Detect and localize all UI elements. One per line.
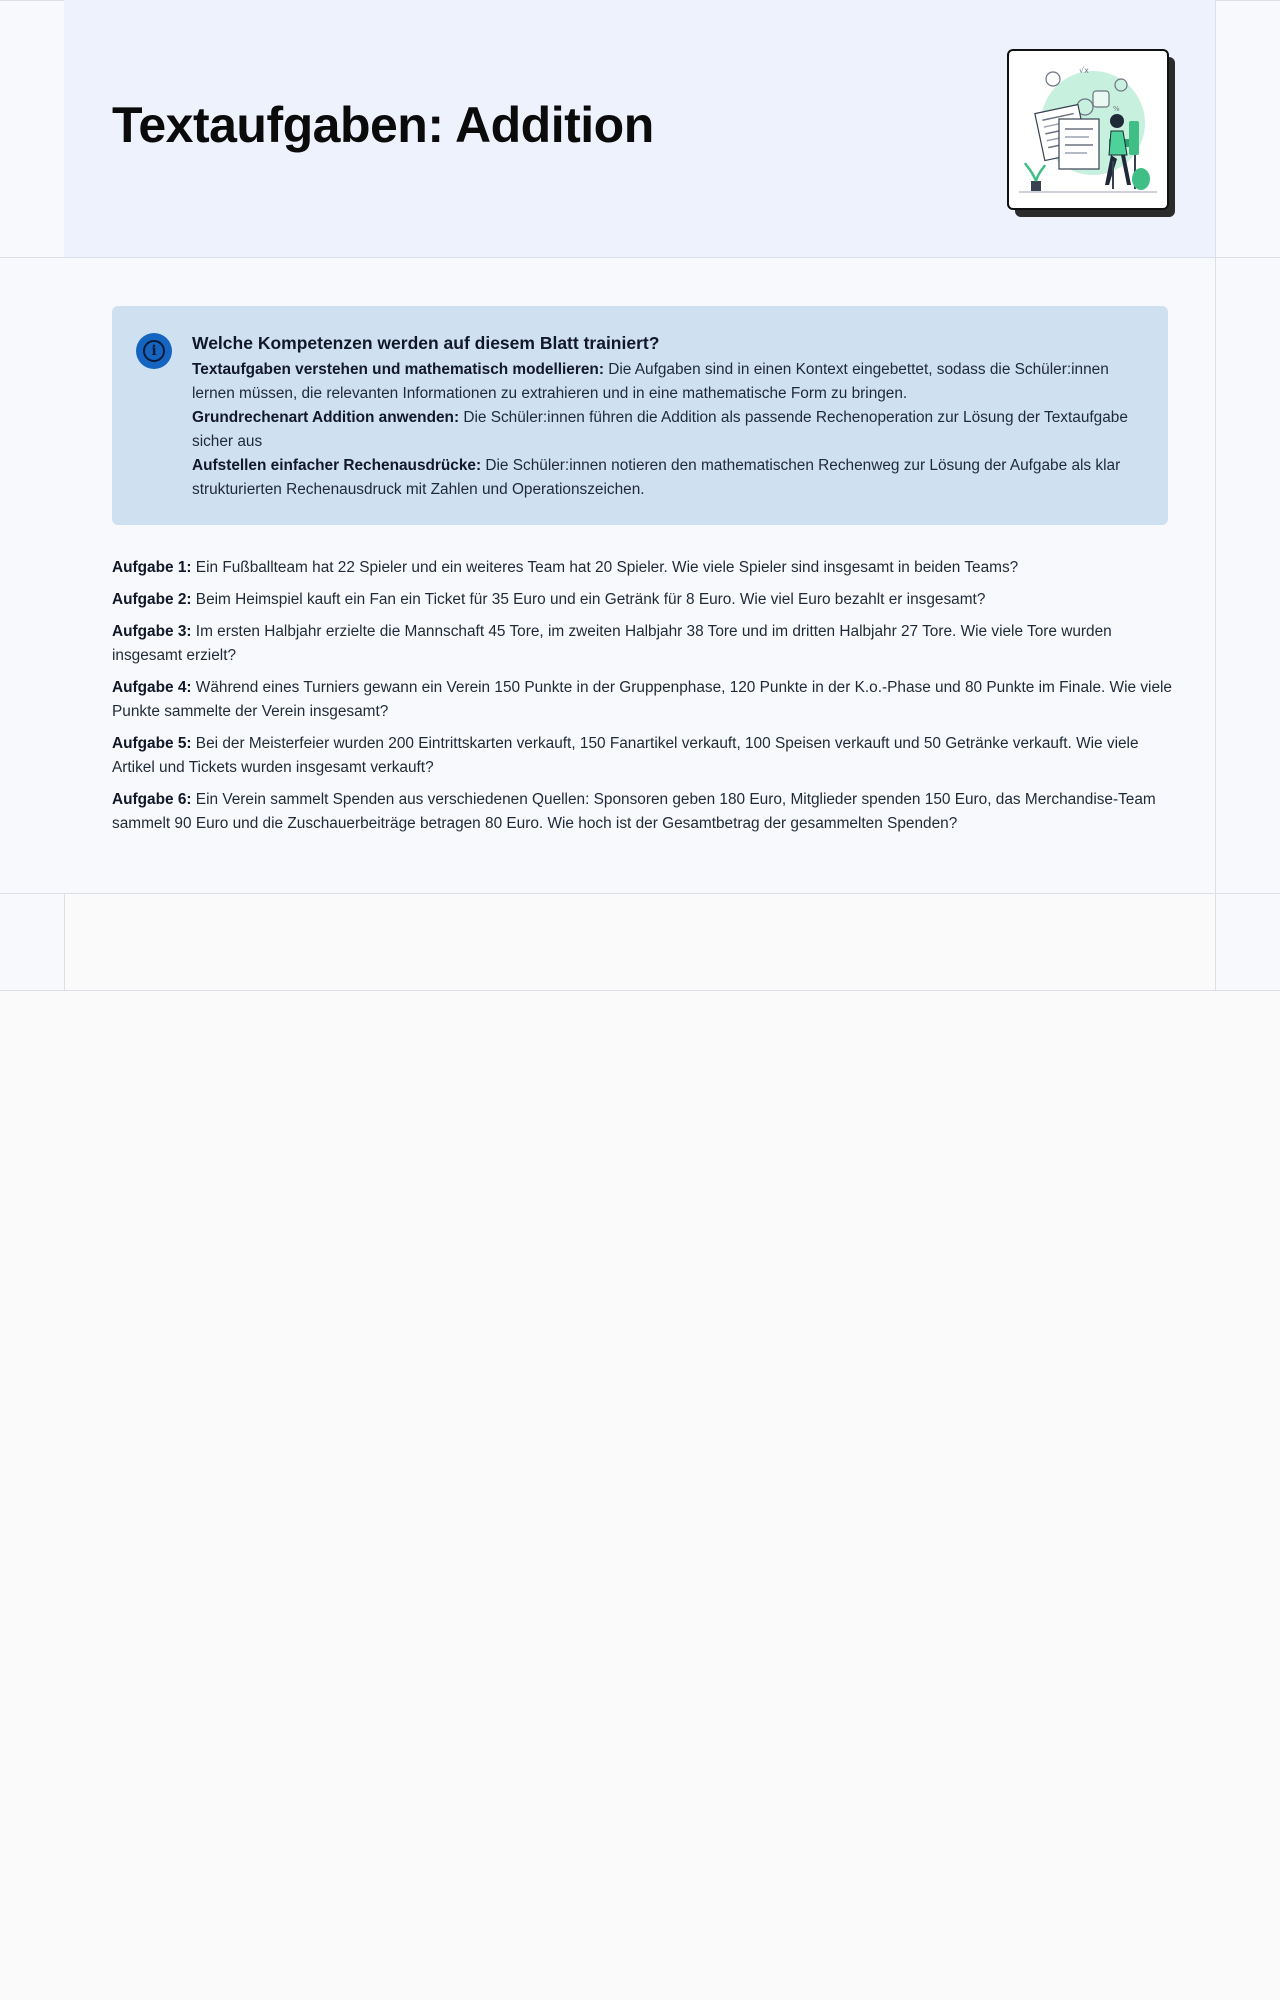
task-item [112, 620, 1178, 668]
task-item [112, 676, 1178, 724]
info-icon: i [136, 333, 172, 369]
grid-line [0, 990, 1280, 991]
student-studying-illustration [1009, 51, 1167, 208]
grid-line [1215, 0, 1216, 990]
grid-line [0, 893, 1280, 894]
competency-text: Die Aufgaben sind in einen Kontext eingebettet, sodass die Schüler:innen lernen müssen, die relevanten Informationen zu extrahieren und in eine mathematische Form zu bringen. [192, 361, 1109, 402]
task-label: Aufgabe 4: [112, 679, 192, 696]
svg-text:√x: √x [1079, 66, 1089, 75]
task-text: Ein Fußballteam hat 22 Spieler und ein weiteres Team hat 20 Spieler. Wie viele Spieler sind insgesamt in beiden Teams? [191, 559, 1019, 576]
task-text: Bei der Meisterfeier wurden 200 Eintrittskarten verkauft, 150 Fanartikel verkauft, 100 Speisen verkauft und 50 Getränke verkauft. Wie viele Artikel und Tickets wurden insgesamt verkauft? [112, 735, 1139, 776]
header-illustration [1007, 49, 1169, 210]
competency-item [192, 358, 1144, 406]
info-heading: Welche Kompetenzen werden auf diesem Blatt trainiert? [192, 333, 660, 353]
competency-label: Grundrechenart Addition anwenden: [192, 409, 460, 426]
competency-label: Textaufgaben verstehen und mathematisch modellieren: [192, 361, 604, 378]
competency-item [192, 406, 1144, 454]
task-item [112, 588, 1178, 612]
task-text: Beim Heimspiel kauft ein Fan ein Ticket für 35 Euro und ein Getränk für 8 Euro. Wie viel Euro bezahlt er insgesamt? [191, 591, 986, 608]
task-label: Aufgabe 2: [112, 591, 192, 608]
task-label: Aufgabe 3: [112, 623, 192, 640]
left-margin [0, 0, 64, 990]
competency-label: Aufstellen einfacher Rechenausdrücke: [192, 457, 482, 474]
task-label: Aufgabe 1: [112, 559, 192, 576]
competency-text: Die Schüler:innen führen die Addition als passende Rechenoperation zur Lösung der Textaufgabe sicher aus [192, 409, 1128, 450]
task-text: Ein Verein sammelt Spenden aus verschiedenen Quellen: Sponsoren geben 180 Euro, Mitglieder spenden 150 Euro, das Merchandise-Team sammelt 90 Euro und die Zuschauerbeiträge betragen 80 Euro. Wie hoch ist der Gesamtbetrag der gesammelten Spenden? [112, 791, 1156, 832]
task-item [112, 556, 1178, 580]
task-item [112, 732, 1178, 780]
right-margin [1216, 0, 1280, 990]
competency-info-box [112, 306, 1168, 525]
task-item [112, 788, 1178, 836]
task-label: Aufgabe 5: [112, 735, 192, 752]
task-text: Im ersten Halbjahr erzielte die Mannschaft 45 Tore, im zweiten Halbjahr 38 Tore und im dritten Halbjahr 27 Tore. Wie viele Tore wurden insgesamt erzielt? [112, 623, 1112, 664]
competency-text: Die Schüler:innen notieren den mathematischen Rechenweg zur Lösung der Aufgabe als klar strukturierten Rechenausdruck mit Zahlen und Operationszeichen. [192, 457, 1121, 498]
task-text: Während eines Turniers gewann ein Verein 150 Punkte in der Gruppenphase, 120 Punkte in der K.o.-Phase und 80 Punkte im Finale. Wie viele Punkte sammelte der Verein insgesamt? [112, 679, 1172, 720]
svg-text:%: % [1113, 105, 1120, 113]
task-list [112, 556, 1178, 844]
competency-item [192, 454, 1144, 502]
task-label: Aufgabe 6: [112, 791, 192, 808]
page-title: Textaufgaben: Addition [112, 97, 654, 153]
